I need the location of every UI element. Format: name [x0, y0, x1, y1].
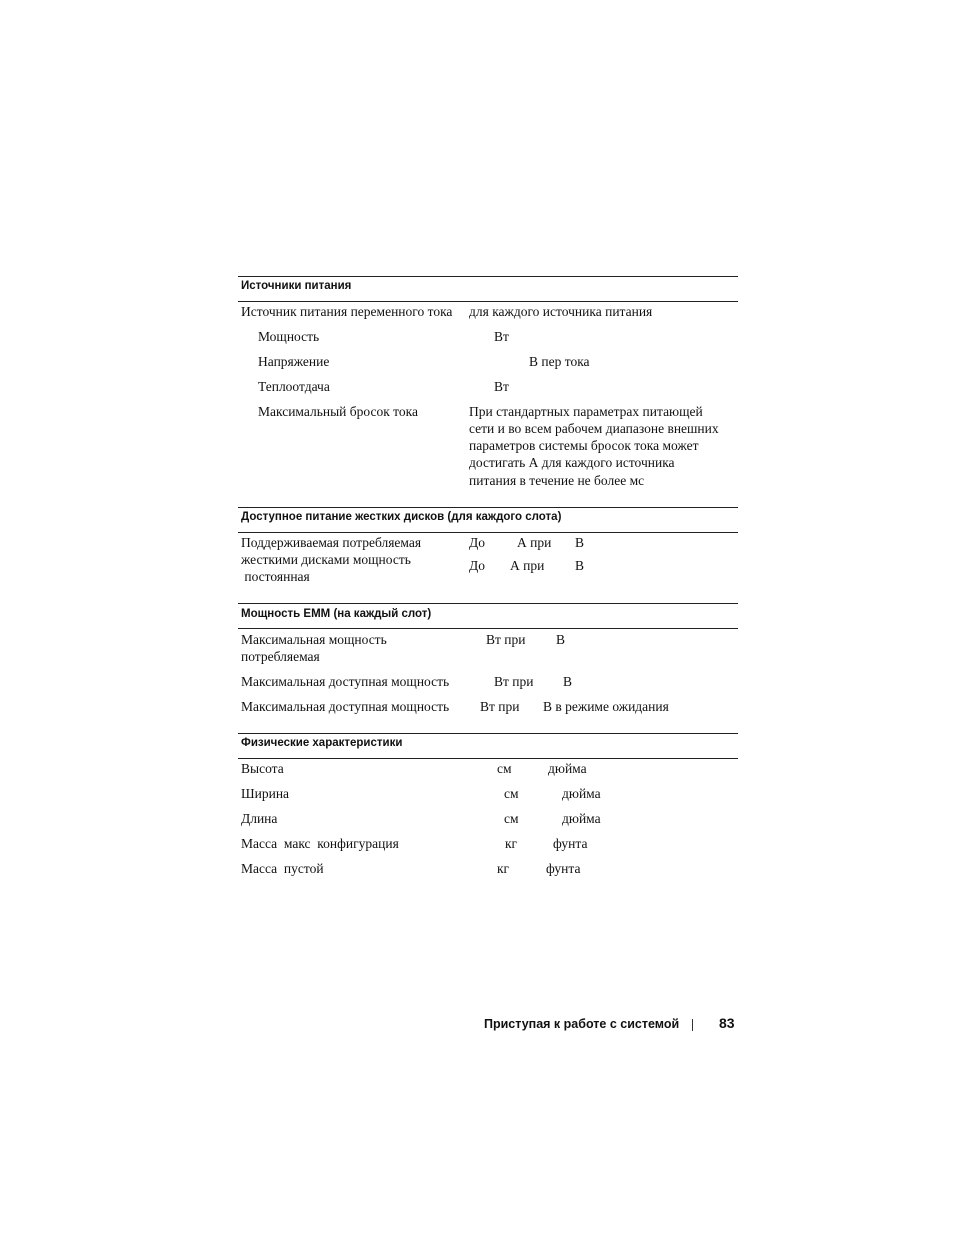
emm-max-avail-standby-watts: Вт при: [480, 699, 520, 714]
emm-max-consumed-label-line: Максимальная мощность: [241, 632, 387, 647]
section-top-rule: [238, 276, 738, 277]
heat-label: Теплоотдача: [258, 379, 330, 394]
footer-separator: [692, 1019, 693, 1031]
power-label: Мощность: [258, 329, 320, 344]
mass-empty-unit-kg: кг: [497, 861, 510, 876]
section-title-hdd-power: Доступное питание жестких дисков (для каждого слота): [241, 511, 562, 523]
emm-max-avail-volts: В: [563, 674, 573, 689]
hdd-row2-amps: А при: [510, 558, 545, 573]
page-number: 83: [719, 1015, 735, 1031]
height-label: Высота: [241, 761, 284, 776]
inrush-value-line: достигать А для каждого источника: [469, 455, 675, 470]
hdd-row1-amps: А при: [517, 535, 552, 550]
inrush-label: Максимальный бросок тока: [258, 404, 418, 419]
hdd-row2-do: До: [469, 558, 485, 573]
voltage-value: В пер тока: [529, 354, 590, 369]
mass-empty-unit-lb: фунта: [546, 861, 581, 876]
voltage-label: Напряжение: [258, 354, 330, 369]
section-top-rule: [238, 507, 738, 508]
ac-power-value: для каждого источника питания: [469, 304, 653, 319]
height-unit-in: дюйма: [548, 761, 587, 776]
section-header-rule: [238, 532, 738, 533]
emm-max-avail-label: Максимальная доступная мощность: [241, 674, 450, 689]
width-unit-in: дюйма: [562, 786, 601, 801]
section-title-emm-power: Мощность EMM (на каждый слот): [241, 608, 432, 620]
section-title-power-supplies: Источники питания: [241, 280, 352, 292]
inrush-value-line: параметров системы бросок тока может: [469, 438, 699, 453]
length-unit-in: дюйма: [562, 811, 601, 826]
hdd-row2-volts: В: [575, 558, 585, 573]
emm-max-avail-standby-label: Максимальная доступная мощность: [241, 699, 450, 714]
hdd-power-label-line: Поддерживаемая потребляемая: [241, 535, 422, 550]
section-header-rule: [238, 628, 738, 629]
emm-max-consumed-label-line: потребляемая: [241, 649, 320, 664]
section-header-rule: [238, 301, 738, 302]
emm-max-consumed-watts: Вт при: [486, 632, 526, 647]
section-top-rule: [238, 603, 738, 604]
width-unit-cm: см: [504, 786, 519, 801]
length-unit-cm: см: [504, 811, 519, 826]
hdd-power-label-line: жесткими дисками мощность: [241, 552, 411, 567]
section-header-rule: [238, 758, 738, 759]
hdd-row1-volts: В: [575, 535, 585, 550]
inrush-value-line: При стандартных параметрах питающей: [469, 404, 703, 419]
width-label: Ширина: [241, 786, 290, 801]
inrush-value-line: сети и во всем рабочем диапазоне внешних: [469, 421, 719, 436]
mass-empty-label: Масса пустой: [241, 861, 324, 876]
mass-max-unit-kg: кг: [505, 836, 518, 851]
inrush-value-line: питания в течение не более мс: [469, 473, 645, 488]
power-value: Вт: [494, 329, 509, 344]
mass-max-label: Масса макс конфигурация: [241, 836, 399, 851]
height-unit-cm: см: [497, 761, 512, 776]
mass-max-unit-lb: фунта: [553, 836, 588, 851]
section-top-rule: [238, 733, 738, 734]
ac-power-label: Источник питания переменного тока: [241, 304, 453, 319]
emm-max-avail-standby-volts: В в режиме ожидания: [543, 699, 669, 714]
length-label: Длина: [241, 811, 278, 826]
hdd-row1-do: До: [469, 535, 485, 550]
heat-value: Вт: [494, 379, 509, 394]
hdd-power-label-line: постоянная: [241, 569, 310, 584]
emm-max-avail-watts: Вт при: [494, 674, 534, 689]
footer-chapter-title: Приступая к работе с системой: [484, 1017, 680, 1031]
emm-max-consumed-volts: В: [556, 632, 566, 647]
section-title-physical: Физические характеристики: [241, 737, 403, 749]
